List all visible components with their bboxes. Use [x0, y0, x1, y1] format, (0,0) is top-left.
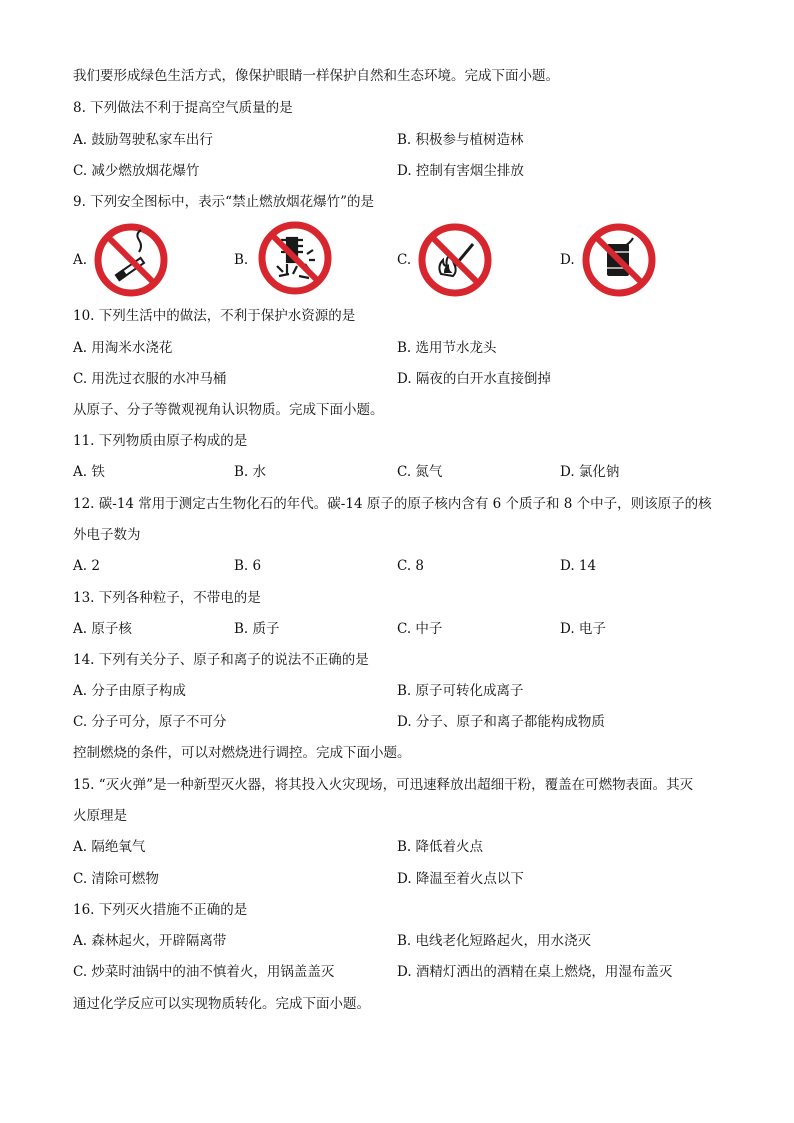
- q10-option-d: D. 隔夜的白开水直接倒掉: [397, 371, 551, 387]
- question-13-stem: 13. 下列各种粒子，不带电的是: [73, 590, 261, 606]
- no-smoking-icon: [93, 222, 169, 298]
- q14-option-d: D. 分子、原子和离子都能构成物质: [397, 714, 605, 730]
- section-intro-combustion: 控制燃烧的条件，可以对燃烧进行调控。完成下面小题。: [73, 745, 411, 761]
- question-15-stem-line1: 15. “灭火弹”是一种新型灭火器，将其投入火灾现场，可迅速释放出超细干粉，覆盖在可燃物表面。其灭: [73, 777, 694, 793]
- q16-option-a: A. 森林起火，开辟隔离带: [73, 933, 227, 949]
- q12-option-b: B. 6: [234, 558, 262, 574]
- q14-option-b: B. 原子可转化成离子: [397, 683, 524, 699]
- q8-option-c: C. 减少燃放烟花爆竹: [73, 163, 200, 179]
- q9-option-b-label: B.: [234, 252, 249, 268]
- q15-option-b: B. 降低着火点: [397, 839, 484, 855]
- q16-option-c: C. 炒菜时油锅中的油不慎着火，用锅盖盖灭: [73, 964, 335, 980]
- q13-option-a: A. 原子核: [73, 621, 132, 637]
- q12-option-d: D. 14: [560, 558, 597, 574]
- q9-option-d-label: D.: [560, 252, 575, 268]
- q14-option-a: A. 分子由原子构成: [73, 683, 186, 699]
- no-fireworks-icon: [257, 220, 333, 296]
- question-12-stem-line1: 12. 碳-14 常用于测定古生物化石的年代。碳-14 原子的原子核内含有 6 个质子和 8 个中子，则该原子的核: [73, 496, 712, 512]
- q10-option-c: C. 用洗过衣服的水冲马桶: [73, 371, 227, 387]
- q11-option-b: B. 水: [234, 464, 267, 480]
- question-8-stem: 8. 下列做法不利于提高空气质量的是: [73, 100, 293, 116]
- q16-option-d: D. 酒精灯洒出的酒精在桌上燃烧，用湿布盖灭: [397, 964, 673, 980]
- section-intro-chemical-reaction: 通过化学反应可以实现物质转化。完成下面小题。: [73, 996, 370, 1012]
- question-12-stem-line2: 外电子数为: [73, 527, 141, 543]
- q12-option-c: C. 8: [397, 558, 425, 574]
- q13-option-d: D. 电子: [560, 621, 606, 637]
- q8-option-d: D. 控制有害烟尘排放: [397, 163, 524, 179]
- q15-option-a: A. 隔绝氧气: [73, 839, 146, 855]
- q11-option-c: C. 氮气: [397, 464, 443, 480]
- section-intro-micro-view: 从原子、分子等微观视角认识物质。完成下面小题。: [73, 402, 384, 418]
- no-fuel-barrel-icon: [581, 222, 657, 298]
- q13-option-c: C. 中子: [397, 621, 443, 637]
- question-14-stem: 14. 下列有关分子、原子和离子的说法不正确的是: [73, 652, 369, 668]
- q13-option-b: B. 质子: [234, 621, 280, 637]
- q11-option-a: A. 铁: [73, 464, 105, 480]
- q15-option-c: C. 清除可燃物: [73, 871, 159, 887]
- q9-option-c-label: C.: [397, 252, 412, 268]
- q11-option-d: D. 氯化钠: [560, 464, 620, 480]
- question-11-stem: 11. 下列物质由原子构成的是: [73, 433, 248, 449]
- section-intro-green-life: 我们要形成绿色生活方式，像保护眼睛一样保护自然和生态环境。完成下面小题。: [73, 68, 559, 84]
- q10-option-b: B. 选用节水龙头: [397, 340, 497, 356]
- no-open-flame-icon: [417, 222, 493, 298]
- question-9-stem: 9. 下列安全图标中，表示“禁止燃放烟花爆竹”的是: [73, 194, 374, 210]
- q8-option-b: B. 积极参与植树造林: [397, 132, 524, 148]
- q12-option-a: A. 2: [73, 558, 100, 574]
- question-15-stem-line2: 火原理是: [73, 808, 127, 824]
- q15-option-d: D. 降温至着火点以下: [397, 871, 524, 887]
- question-16-stem: 16. 下列灭火措施不正确的是: [73, 902, 248, 918]
- q16-option-b: B. 电线老化短路起火，用水浇灭: [397, 933, 592, 949]
- q10-option-a: A. 用淘米水浇花: [73, 340, 173, 356]
- q9-option-a-label: A.: [73, 252, 88, 268]
- question-10-stem: 10. 下列生活中的做法，不利于保护水资源的是: [73, 308, 356, 324]
- q14-option-c: C. 分子可分，原子不可分: [73, 714, 227, 730]
- q8-option-a: A. 鼓励驾驶私家车出行: [73, 132, 213, 148]
